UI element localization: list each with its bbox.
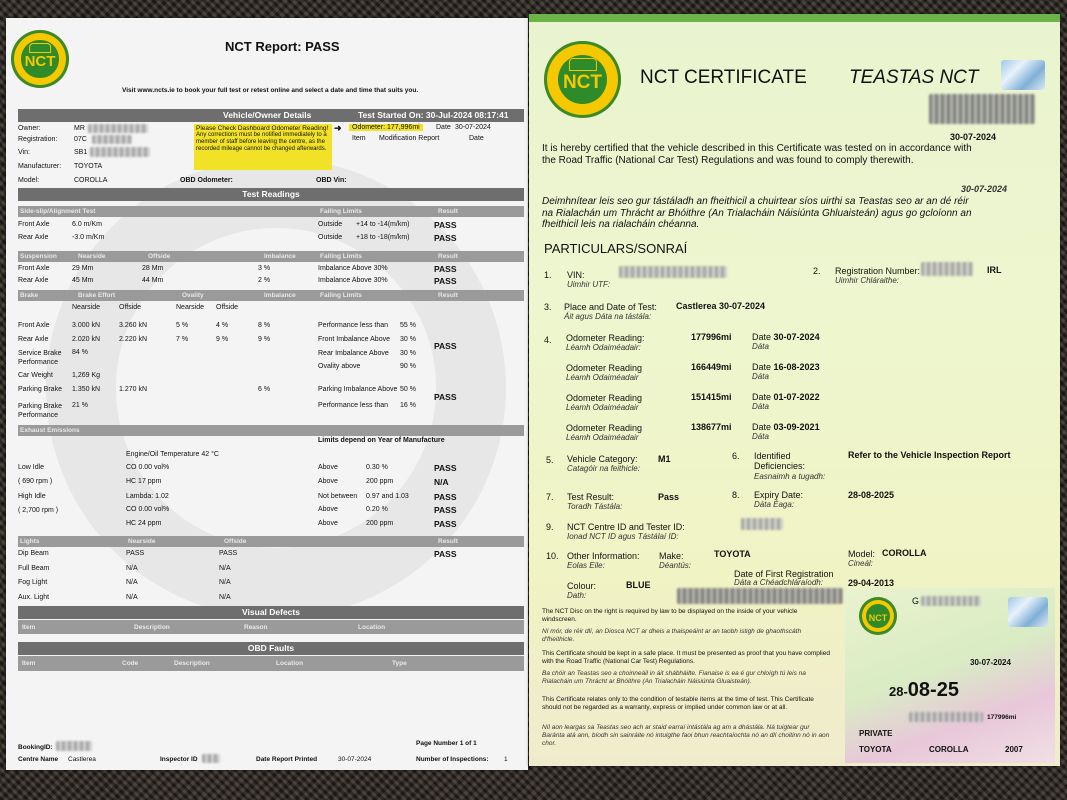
colour-value: BLUE: [626, 580, 651, 590]
item-label: Item: [352, 135, 366, 142]
brake-result-label: Result: [438, 292, 458, 299]
redacted-serial: [929, 94, 1035, 124]
inspections-label: Number of Inspections:: [416, 756, 489, 763]
place-label-ga: Áit agus Dáta na tástála:: [564, 312, 652, 321]
exhaust-row-cond: Above: [318, 520, 338, 527]
vehicle-owner-header: Vehicle/Owner Details: [223, 110, 312, 120]
warning-title: Please Check Dashboard Odometer Reading!: [196, 125, 329, 132]
odometer-date-label: Date: [752, 422, 772, 432]
vd-col-reason: Reason: [244, 624, 268, 631]
exhaust-row-value: HC 17 ppm: [126, 478, 162, 485]
odometer-date-value: 01-07-2022: [773, 392, 820, 402]
brake-nearside-label: Nearside: [72, 304, 101, 311]
odometer-label: Odometer Reading: [566, 423, 643, 433]
lights-row-off: N/A: [219, 565, 231, 572]
vin-label: Vin:: [18, 149, 30, 156]
expiry-value: 28-08-2025: [848, 490, 895, 500]
date-label: Date: [436, 124, 451, 131]
printed-label: Date Report Printed: [256, 756, 318, 763]
brake-title: Brake: [20, 292, 39, 299]
printed-value: 30-07-2024: [338, 756, 372, 763]
nct-logo: [11, 30, 69, 88]
cert-date-1: 30-07-2024: [950, 132, 997, 142]
exhaust-row-value: CO 0.00 vol%: [126, 464, 170, 471]
disc-g: G: [912, 596, 920, 606]
suspension-row-off: 28 Mm: [142, 265, 164, 272]
redacted-disc-vin: [909, 712, 983, 722]
report-title: NCT Report: PASS: [225, 39, 340, 54]
odometer-label: Odometer Reading: [566, 393, 643, 403]
obd-col-location: Location: [276, 660, 304, 667]
odometer-date-value: 16-08-2023: [773, 362, 820, 372]
exhaust-row-cond: Above: [318, 506, 338, 513]
exhaust-row-result: N/A: [434, 477, 449, 487]
odometer-label-ga: Léamh Odaiméadair: [566, 373, 639, 382]
logo-text: NCT: [24, 53, 56, 71]
centre-id-label: NCT Centre ID and Tester ID:: [567, 522, 685, 532]
make-value: TOYOTA: [714, 549, 751, 559]
odometer-value: 177996mi: [691, 332, 732, 342]
brake-header: [18, 290, 524, 301]
lights-row-off: N/A: [219, 579, 231, 586]
lights-row-off: PASS: [219, 550, 238, 557]
deficiencies-label: Identified Deficiencies:: [754, 451, 806, 471]
brake-result-1: PASS: [434, 341, 457, 351]
certify-text-en: It is hereby certified that the vehicle described in this Certificate was tested on in accordance with the Road Traffic (National Car Test) Regulations and was found to comply therewith.: [542, 143, 972, 166]
brake-front-off: 3.260 kN: [119, 322, 148, 329]
brake-rear-ovality-off: 9 %: [216, 336, 229, 343]
exhaust-row-limit: 200 ppm: [366, 478, 394, 485]
odometer-date-ga: Dáta: [752, 402, 769, 411]
place-label: Place and Date of Test:: [564, 302, 657, 312]
brake-front-axle-label: Front Axle: [18, 322, 50, 329]
centre-label: Centre Name: [18, 756, 59, 763]
side-slip-title: Side-slip/Alignment Test: [20, 208, 96, 215]
suspension-row-label: Rear Axle: [18, 277, 49, 284]
brake-effort-label: Brake Effort: [78, 292, 116, 299]
category-value: M1: [658, 454, 671, 464]
brake-front-imbalance: 8 %: [258, 322, 271, 329]
side-slip-row-label: Rear Axle: [18, 234, 49, 241]
brake-limit-label: Performance less than: [318, 322, 389, 329]
exhaust-row-limit: 0.97 and 1.03: [366, 493, 409, 500]
exhaust-title: Exhaust Emissions: [20, 427, 80, 434]
note-text-ga: Ba chóir an Teastas seo a choinneáil in áit shábháilte. Fianaise is ea é gur chloígh tú leis na Rialacháin um Thrácht ar Bhóithre (An Trialacháin Náisiúnta Gluaisteán).: [542, 670, 806, 685]
brake-front-near: 3.000 kN: [72, 322, 101, 329]
obd-odometer-label: OBD Odometer:: [180, 177, 233, 184]
parking-brake-near: 1.350 kN: [72, 386, 101, 393]
model-label-ga: Cineál:: [848, 559, 873, 568]
lights-row-off: N/A: [219, 594, 231, 601]
exhaust-row-cond: Not between: [318, 493, 358, 500]
exhaust-row-limit: 0.20 %: [366, 506, 388, 513]
inspector-label: Inspector ID: [160, 756, 198, 763]
odometer-date-ga: Dáta: [752, 342, 769, 351]
side-slip-row-pos: Outside: [318, 221, 343, 228]
service-brake-label: Service Brake Performance: [18, 350, 62, 366]
nct-report-document: [6, 18, 528, 770]
redacted-vin: [90, 147, 150, 157]
test-readings-bar: Test Readings: [18, 188, 524, 201]
disc-date: 30-07-2024: [970, 658, 1011, 667]
odometer-value: 138677mi: [691, 422, 732, 432]
side-slip-limits-label: Failing Limits: [320, 208, 362, 215]
brake-rear-axle-label: Rear Axle: [18, 336, 49, 343]
item-number-5: 5.: [546, 455, 554, 465]
disc-expiry: [889, 679, 959, 702]
low-idle-label: Low Idle: [18, 464, 45, 471]
car-weight-value: 1,269 Kg: [72, 372, 101, 379]
item-number-8: 8.: [732, 490, 740, 500]
lights-title: Lights: [20, 538, 40, 545]
first-reg-value: 29-04-2013: [848, 578, 895, 588]
disc-year: 2007: [1005, 745, 1023, 754]
first-reg-label-ga: Dáta a Chéadchláraíodh:: [734, 578, 823, 587]
centre-id-label-ga: Ionad NCT ID agus Tástálaí ID:: [567, 532, 679, 541]
obd-faults-bar: OBD Faults: [18, 642, 524, 655]
brake-limit-value: 50 %: [400, 386, 416, 393]
brake-limit-value: 30 %: [400, 336, 416, 343]
vehicle-owner-bar: [18, 109, 524, 122]
redacted-booking-id: [56, 741, 92, 751]
odometer-date: [752, 332, 820, 342]
disc-hologram: [1008, 597, 1048, 627]
result-label: Test Result:: [567, 492, 615, 502]
redacted-inspector-id: [202, 754, 220, 763]
suspension-row-off: 44 Mm: [142, 277, 164, 284]
ovality-offside-label: Offside: [216, 304, 239, 311]
service-brake-value: 84 %: [72, 349, 88, 356]
registration-label: Registration:: [18, 136, 58, 143]
first-reg-label: Date of First Registration: [734, 569, 834, 579]
vd-col-location: Location: [358, 624, 386, 631]
obd-col-item: Item: [22, 660, 36, 667]
obd-col-type: Type: [392, 660, 407, 667]
lights-row-near: N/A: [126, 594, 138, 601]
category-label: Vehicle Category:: [567, 454, 638, 464]
lights-row-label: Full Beam: [18, 565, 50, 572]
parking-perf-label: Parking Brake Performance: [18, 403, 62, 419]
disc-make: TOYOTA: [859, 745, 892, 754]
brake-offside-label: Offside: [119, 304, 142, 311]
odometer-date: [752, 422, 820, 432]
note-text-ga: Níl aon leargas sa Teastas seo ach ar staid earraí intástála ag am a dhástála. Ná tuigtear gur Baránta atá ann, bíodh sin sainráite nó intuigthe faoi bhun reachtaíochta nó an dlí choitinn nó in aon chor.: [542, 724, 830, 747]
visual-defects-columns: [18, 620, 524, 634]
disc-expiry-main: 08-25: [907, 679, 959, 701]
cert-title-ga: TEASTAS NCT: [849, 67, 979, 88]
brake-limit-value: 55 %: [400, 322, 416, 329]
registration-label-ga: Uimhir Chláraithe:: [835, 276, 900, 285]
owner-label: Owner:: [18, 125, 41, 132]
odometer-date-ga: Dáta: [752, 432, 769, 441]
lights-row-label: Fog Light: [18, 579, 48, 586]
brake-limit-value: 30 %: [400, 350, 416, 357]
brake-front-ovality-near: 5 %: [176, 322, 189, 329]
lights-row-near: PASS: [126, 550, 145, 557]
obd-col-code: Code: [122, 660, 139, 667]
expiry-label: Expiry Date:: [754, 490, 804, 500]
brake-front-ovality-off: 4 %: [216, 322, 229, 329]
side-slip-row-limit: +18 to -18(m/km): [356, 234, 410, 241]
redacted-disc-reg: [921, 596, 981, 606]
model-value: COROLLA: [74, 177, 108, 184]
visual-defects-bar: Visual Defects: [18, 606, 524, 619]
cert-title-en: NCT CERTIFICATE: [640, 67, 807, 88]
colour-label: Colour:: [567, 581, 597, 591]
model-value: COROLLA: [882, 548, 927, 558]
side-slip-row-result: PASS: [434, 233, 457, 243]
warning-text: Any corrections must be notified immediately to a member of staff before leaving the centre, as the recorded mileage cannot be changed afterwards.: [196, 132, 327, 152]
redacted-vin: [619, 266, 727, 278]
odometer-label-ga: Léamh Odaiméadair:: [566, 343, 641, 352]
test-started: Test Started On: 30-Jul-2024 08:17:41: [358, 110, 509, 120]
item-number-9: 9.: [546, 522, 554, 532]
certify-text-ga: Deimhnítear leis seo gur tástáladh an fheithicil a chuirtear síos uirthi sa Teastas seo ar an dé réir na Rialachán um Thrácht ar Bhóithre (An Trialacháin Náisiúnta Ghluaisteán) agus go gcloíonn an fheithicil leis na rialacháin chéanna.: [542, 196, 972, 230]
car-icon: [568, 58, 596, 71]
manufacturer-label: Manufacturer:: [18, 163, 62, 170]
result-label-ga: Toradh Tástála:: [567, 502, 623, 511]
suspension-row-label: Front Axle: [18, 265, 50, 272]
item-number-10: 10.: [546, 551, 559, 561]
exhaust-row-result: PASS: [434, 505, 457, 515]
nct-certificate-document: [529, 14, 1060, 766]
booking-id-label: BookingID:: [18, 744, 53, 751]
brake-result-2: PASS: [434, 392, 457, 402]
colour-label-ga: Dath:: [567, 591, 587, 600]
item-number-3: 3.: [544, 302, 552, 312]
item-number-4: 4.: [544, 335, 552, 345]
date-value: 30-07-2024: [455, 124, 491, 131]
side-slip-row-limit: +14 to -14(m/km): [356, 221, 410, 228]
note-text: The NCT Disc on the right is required by law to be displayed on the inside of your vehicle windscreen.: [542, 608, 798, 623]
date2-label: Date: [469, 135, 484, 142]
side-slip-result-label: Result: [438, 208, 458, 215]
ovality-nearside-label: Nearside: [176, 304, 205, 311]
odometer-value: 166449mi: [691, 362, 732, 372]
engine-temp: Engine/Oil Temperature 42 °C: [126, 451, 219, 458]
manufacturer-value: TOYOTA: [74, 163, 103, 170]
car-icon: [29, 43, 51, 53]
parking-perf-value: 21 %: [72, 402, 88, 409]
suspension-nearside-label: Nearside: [78, 253, 106, 260]
obd-col-description: Description: [174, 660, 210, 667]
high-idle-label: High Idle: [18, 493, 46, 500]
suspension-limits-label: Failing Limits: [320, 253, 362, 260]
side-slip-header: [18, 206, 524, 217]
odometer-date: [752, 392, 820, 402]
disc-expiry-prefix: 28-: [889, 684, 908, 699]
side-slip-row-label: Front Axle: [18, 221, 50, 228]
result-value: Pass: [658, 492, 680, 502]
suspension-row-limit: Imbalance Above 30%: [318, 277, 388, 284]
model-label: Model:: [18, 177, 40, 184]
make-label-ga: Déantús:: [659, 561, 692, 570]
odometer-label-ga: Léamh Odaiméadair: [566, 433, 639, 442]
expiry-label-ga: Dáta Éaga:: [754, 500, 795, 509]
suspension-result-label: Result: [438, 253, 458, 260]
side-slip-row-value: 6.0 m/Km: [72, 221, 102, 228]
exhaust-limits-note: Limits depend on Year of Manufacture: [318, 437, 445, 444]
registration-suffix: IRL: [987, 265, 1002, 275]
redacted-registration: [921, 262, 973, 276]
item-number-6: 6.: [732, 451, 740, 461]
exhaust-header: [18, 425, 524, 436]
odometer-date-value: 30-07-2024: [773, 332, 820, 342]
odometer-value: 151415mi: [691, 392, 732, 402]
logo-text: NCT: [562, 72, 603, 94]
brake-rear-imbalance: 9 %: [258, 336, 271, 343]
brake-rear-off: 2.220 kN: [119, 336, 148, 343]
deficiencies-value: Refer to the Vehicle Inspection Report: [848, 450, 1011, 460]
obd-faults-columns: [18, 656, 524, 671]
odometer-box: Odometer: 177,996mi: [349, 124, 423, 131]
high-idle-rpm: ( 2,700 rpm ): [18, 507, 59, 514]
odometer-label-ga: Léamh Odaiméadair: [566, 403, 639, 412]
lights-result-label: Result: [438, 538, 458, 545]
brake-limit-label: Front Imbalance Above: [318, 336, 390, 343]
redacted-registration: [92, 135, 132, 144]
odometer-date-ga: Dáta: [752, 372, 769, 381]
odometer-date-label: Date: [752, 362, 772, 372]
brake-limit-label: Parking Imbalance Above: [318, 386, 398, 393]
low-idle-rpm: ( 690 rpm ): [18, 478, 53, 485]
exhaust-row-result: PASS: [434, 492, 457, 502]
exhaust-row-limit: 200 ppm: [366, 520, 394, 527]
registration-value: 07C: [74, 136, 87, 143]
other-info-label-ga: Eolas Eile:: [567, 561, 605, 570]
suspension-row-near: 29 Mm: [72, 265, 94, 272]
odometer-date-label: Date: [752, 392, 772, 402]
suspension-imbalance-label: Imbalance: [264, 253, 296, 260]
note-text: This Certificate relates only to the condition of testable items at the time of test. This Certificate should not be regarded as a warranty, express or implied under common law or at all.: [542, 696, 814, 711]
note-text: This Certificate should be kept in a safe place. It must be presented as proof that you have complied with the Road Traffic (National Car Test) Regulations.: [542, 650, 830, 665]
cert-date-2: 30-07-2024: [961, 184, 1008, 194]
vd-col-description: Description: [134, 624, 170, 631]
lights-nearside-label: Nearside: [128, 538, 156, 545]
brake-limits-label: Failing Limits: [320, 292, 362, 299]
item-number-2: 2.: [813, 266, 821, 276]
odometer-warning-box: [194, 124, 332, 170]
brake-imbalance-label: Imbalance: [264, 292, 296, 299]
lights-row-near: N/A: [126, 565, 138, 572]
hologram-sticker: [1001, 60, 1045, 90]
suspension-row-result: PASS: [434, 264, 457, 274]
visit-text: Visit www.ncts.ie to book your full test or retest online and select a date and time that suits you.: [122, 87, 419, 94]
obd-vin-label: OBD Vin:: [316, 177, 347, 184]
registration-label: Registration Number:: [835, 266, 921, 276]
redacted-barcode: [677, 588, 843, 604]
vd-col-item: Item: [22, 624, 36, 631]
redacted-centre-id: [741, 518, 783, 530]
disc-odometer: 177996mi: [987, 714, 1017, 721]
particulars-heading: PARTICULARS/SONRAÍ: [544, 241, 688, 256]
place-value: Castlerea 30-07-2024: [676, 301, 766, 311]
category-label-ga: Catagóir na feithicle:: [567, 464, 640, 473]
odometer-label: Odometer Reading:: [566, 333, 645, 343]
item-number-1: 1.: [544, 270, 552, 280]
modification-report-label: Modification Report: [379, 135, 440, 142]
exhaust-row-result: PASS: [434, 519, 457, 529]
exhaust-row-cond: Above: [318, 478, 338, 485]
suspension-row-near: 45 Mm: [72, 277, 94, 284]
lights-offside-label: Offside: [224, 538, 247, 545]
other-info-label: Other Information:: [567, 551, 640, 561]
brake-ovality-label: Ovality: [182, 292, 204, 299]
note-text-ga: Ní mór, de réir dlí, an Diosca NCT ar dheis a thaispeáint ar an taobh istigh de ghaothscáth d'fheithicle.: [542, 628, 802, 643]
odometer-date-label: Date: [752, 332, 772, 342]
exhaust-row-value: CO 0.00 vol%: [126, 506, 170, 513]
top-green-stripe: [529, 14, 1060, 22]
parking-brake-off: 1.270 kN: [119, 386, 148, 393]
deficiencies-label-ga: Easnaimh a tugadh:: [754, 472, 826, 481]
odometer-label: Odometer Reading: [566, 363, 643, 373]
suspension-offside-label: Offside: [148, 253, 171, 260]
suspension-row-imb: 2 %: [258, 277, 271, 284]
arrow-icon: ➜: [334, 123, 342, 133]
disc-nct-logo: [859, 597, 897, 635]
inspections-value: 1: [504, 756, 508, 763]
model-label: Model:: [848, 549, 876, 559]
parking-brake-label: Parking Brake: [18, 386, 62, 393]
page-number: Page Number 1 of 1: [416, 740, 477, 747]
exhaust-row-result: PASS: [434, 463, 457, 473]
brake-rear-ovality-near: 7 %: [176, 336, 189, 343]
side-slip-row-value: -3.0 m/Km: [72, 234, 105, 241]
brake-limit-label: Rear Imbalance Above: [318, 350, 389, 357]
suspension-row-limit: Imbalance Above 30%: [318, 265, 388, 272]
centre-value: Castlerea: [68, 756, 96, 763]
exhaust-row-cond: Above: [318, 464, 338, 471]
exhaust-row-value: HC 24 ppm: [126, 520, 162, 527]
brake-rear-near: 2.020 kN: [72, 336, 101, 343]
disc-model: COROLLA: [929, 745, 969, 754]
suspension-row-imb: 3 %: [258, 265, 271, 272]
side-slip-row-result: PASS: [434, 220, 457, 230]
redacted-owner: [88, 124, 148, 133]
logo-text: NCT: [868, 612, 888, 623]
lights-row-label: Dip Beam: [18, 550, 49, 557]
parking-brake-imbalance: 6 %: [258, 386, 271, 393]
suspension-row-result: PASS: [434, 276, 457, 286]
lights-header: [18, 536, 524, 547]
exhaust-row-value: Lambda: 1.02: [126, 493, 169, 500]
side-slip-row-pos: Outside: [318, 234, 343, 241]
owner-value: MR: [74, 125, 85, 132]
brake-limit-value: 16 %: [400, 402, 416, 409]
vin-value: SB1: [74, 149, 88, 156]
item-number-7: 7.: [546, 492, 554, 502]
make-label: Make:: [659, 551, 684, 561]
vin-label: VIN:: [567, 270, 585, 280]
nct-logo: [544, 41, 621, 118]
vin-label-ga: Uimhir UTF:: [567, 280, 611, 289]
suspension-title: Suspension: [20, 253, 57, 260]
odometer-date: [752, 362, 820, 372]
exhaust-row-limit: 0.30 %: [366, 464, 388, 471]
brake-limit-value: 90 %: [400, 363, 416, 370]
disc-private: PRIVATE: [859, 729, 893, 738]
lights-row-near: N/A: [126, 579, 138, 586]
lights-result: PASS: [434, 549, 457, 559]
odometer-date-value: 03-09-2021: [773, 422, 820, 432]
car-weight-label: Car Weight: [18, 372, 53, 379]
suspension-header: [18, 251, 524, 262]
lights-row-label: Aux. Light: [18, 594, 50, 601]
brake-limit-label: Performance less than: [318, 402, 389, 409]
brake-limit-label: Ovality above: [318, 363, 361, 370]
